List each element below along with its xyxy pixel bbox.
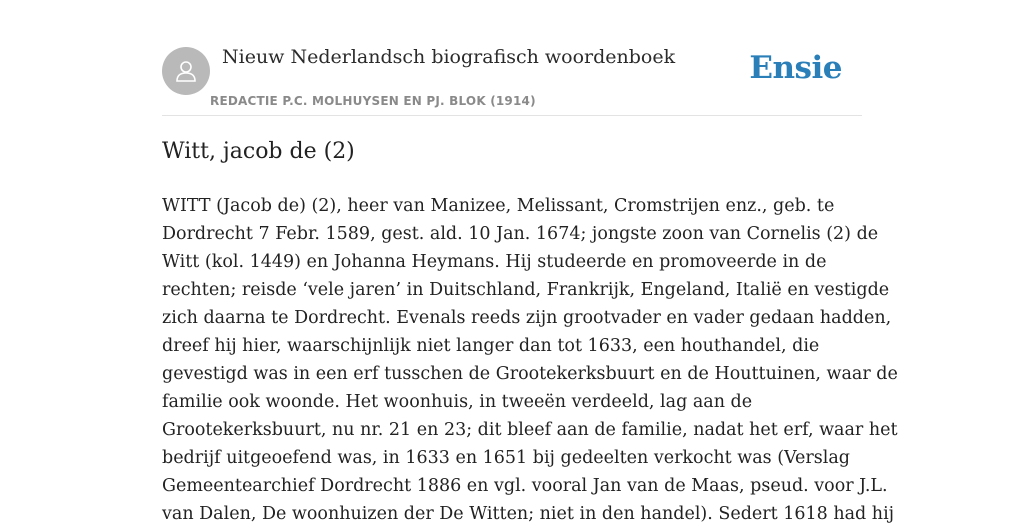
article-title: Witt, jacob de (2) <box>162 139 355 164</box>
avatar[interactable] <box>162 47 210 95</box>
body-line: Witt (kol. 1449) en Johanna Heymans. Hij studeerde en promoveerde in de <box>162 252 827 272</box>
body-line: dreef hij hier, waarschijnlijk niet langer dan tot 1633, een houthandel, die <box>162 336 820 356</box>
body-line: WITT (Jacob de) (2), heer van Manizee, Melissant, Cromstrijen enz., geb. te <box>162 196 835 216</box>
book-title[interactable]: Nieuw Nederlandsch biografisch woordenboek <box>222 46 676 68</box>
body-line: Gemeentearchief Dordrecht 1886 en vgl. vooral Jan van de Maas, pseud. voor J.L. <box>162 476 888 496</box>
body-line: bedrijf uitgeoefend was, in 1633 en 1651 bij gedeelten verkocht was (Verslag <box>162 448 850 468</box>
book-subtitle: REDACTIE P.C. MOLHUYSEN EN PJ. BLOK (1914) <box>210 94 536 108</box>
user-icon <box>173 58 199 84</box>
body-line: familie ook woonde. Het woonhuis, in tweeën verdeeld, lag aan de <box>162 392 753 412</box>
body-line: zich daarna te Dordrecht. Evenals reeds zijn grootvader en vader gedaan hadden, <box>162 308 892 328</box>
body-line: gevestigd was in een erf tusschen de Grootekerksbuurt en de Houttuinen, waar de <box>162 364 898 384</box>
ensie-logo[interactable]: Ensie <box>749 50 842 86</box>
article-body <box>162 192 898 528</box>
body-line: Grootekerksbuurt, nu nr. 21 en 23; dit bleef aan de familie, nadat het erf, waar het <box>162 420 898 440</box>
body-line: rechten; reisde ‘vele jaren’ in Duitschland, Frankrijk, Engeland, Italië en vestigde <box>162 280 890 300</box>
header <box>162 0 862 116</box>
body-line: Dordrecht 7 Febr. 1589, gest. ald. 10 Jan. 1674; jongste zoon van Cornelis (2) de <box>162 224 879 244</box>
body-line: van Dalen, De woonhuizen der De Witten; niet in den handel). Sedert 1618 had hij <box>162 504 895 524</box>
